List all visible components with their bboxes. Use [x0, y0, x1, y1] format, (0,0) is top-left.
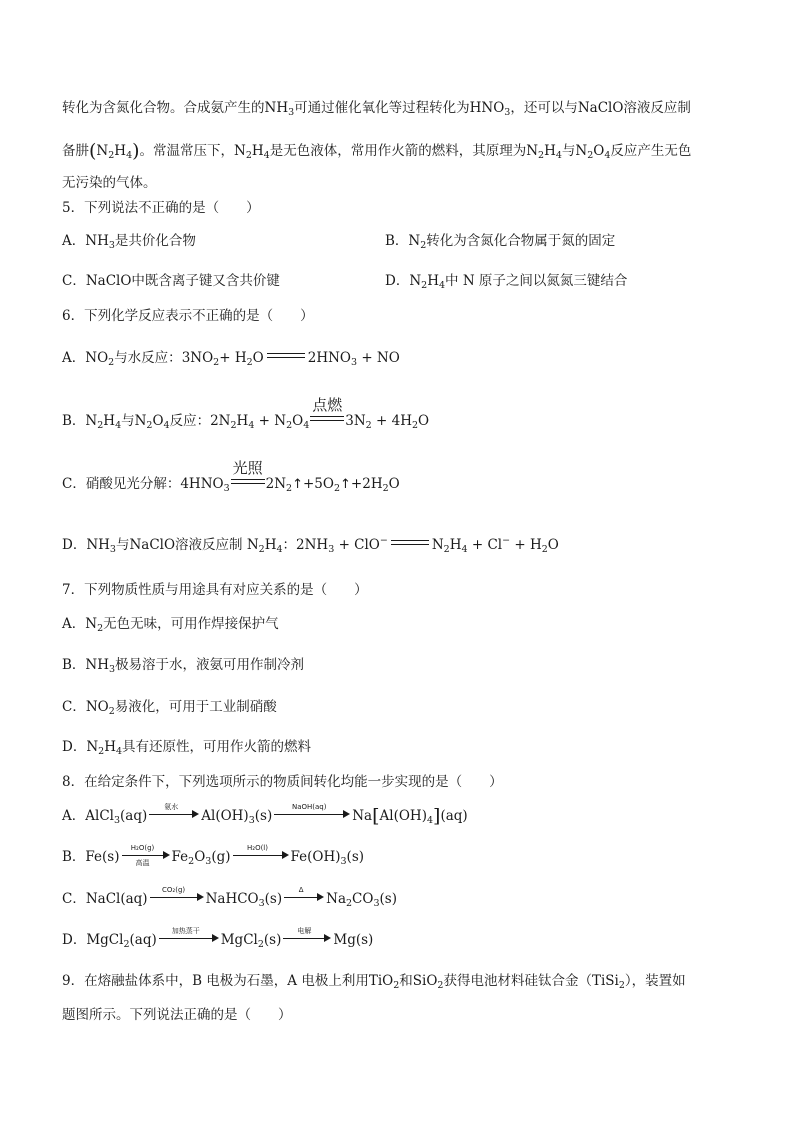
q5-option-b: B．$N_2$转化为含氮化合物属于氮的固定	[385, 233, 616, 251]
q6-stem: 6．下列化学反应表示不正确的是（ ）	[62, 308, 314, 324]
reaction-arrow-icon: NaOH(aq)	[274, 808, 350, 820]
light-equals-sign: 光照	[231, 479, 265, 484]
equals-sign	[391, 540, 429, 545]
q8-stem: 8．在给定条件下，下列选项所示的物质间转化均能一步实现的是（ ）	[62, 774, 503, 790]
intro-line-2: 备肼$(N_2H_4)$。常温常压下，$N_2H_4$是无色液体，常用作火箭的燃料，其原理为$N_2H_4$与$N_2O_4$反应产生无色	[62, 140, 692, 162]
q5-stem: 5．下列说法不正确的是（ ）	[62, 200, 260, 216]
q8-option-d: D．MgCl$_2$(aq) 加热蒸干 MgCl$_2$(s) 电解 Mg(s)	[62, 927, 374, 950]
q8-option-c: C．NaCl(aq) CO₂(g) NaHCO$_3$(s) Δ $Na_2CO_3(s)$	[62, 886, 397, 909]
intro-line-1: 转化为含氮化合物。合成氨产生的$NH_3$可通过催化氧化等过程转化为$HNO_3$，还可以与NaClO溶液反应制	[62, 100, 691, 118]
q6-option-b: B．$N_2H_4$与$N_2O_4$反应：$2N_2H_4 + N_2O_4$ 点燃 $3N_2 + 4H_2O$	[62, 396, 430, 431]
q8-option-a: A．AlCl$_3$(aq) 氨水 $Al(OH)_3(s)$ NaOH(aq) $Na[Al(OH)_4](aq)$	[62, 803, 468, 827]
q7-option-b: B．$NH_3$极易溶于水，液氨可用作制冷剂	[62, 657, 305, 675]
q7-stem: 7．下列物质性质与用途具有对应关系的是（ ）	[62, 582, 368, 598]
reaction-arrow-icon: Δ	[284, 891, 324, 903]
q5-option-d: D．$N_2H_4$中 N 原子之间以氮氮三键结合	[385, 273, 628, 291]
q6-option-a: A．$NO_2$与水反应：$3NO_2+ H_2O$ $2HNO_3$ + NO	[62, 350, 400, 368]
q7-option-a: A．$N_2$无色无味，可用作焊接保护气	[62, 616, 279, 634]
q7-option-d: D．$N_2H_4$具有还原性，可用作火箭的燃料	[62, 739, 312, 757]
q6-option-c: C．硝酸见光分解：$4HNO_3$ 光照 $2N_2↑+5O_2↑+2H_2O$	[62, 459, 400, 494]
reaction-arrow-icon: 加热蒸干	[159, 932, 219, 944]
q8-option-b: B．Fe(s) H₂O(g) 高温 $Fe_2O_3(g)$ H₂O(l) $Fe(OH)_3(s)$	[62, 844, 365, 867]
q6-option-d: D．$NH_3$与NaClO溶液反应制 $N_2H_4$：$2NH_3 + ClO^-$ $N_2H_4 + Cl^- + H_2O$	[62, 535, 559, 555]
gas-up-arrow-icon: ↑	[292, 477, 303, 492]
q5-option-a: A．$NH_3$是共价化合物	[62, 233, 196, 251]
reaction-arrow-icon: CO₂(g)	[150, 891, 204, 903]
q7-option-c: C．$NO_2$易液化，可用于工业制硝酸	[62, 699, 277, 717]
equals-sign	[267, 353, 305, 358]
q9-line-2: 题图所示。下列说法正确的是（ ）	[62, 1007, 292, 1023]
q9-line-1: 9．在熔融盐体系中，B 电极为石墨，A 电极上利用TiO$_2$和SiO$_2$获得电池材料硅钛合金（TiSi$_2$），装置如	[62, 973, 686, 991]
reaction-arrow-icon: H₂O(g) 高温	[122, 849, 170, 861]
q5-option-c: C．NaClO中既含离子键又含共价键	[62, 273, 280, 289]
gas-up-arrow-icon: ↑	[340, 477, 351, 492]
intro-line-3: 无污染的气体。	[62, 175, 157, 191]
reaction-arrow-icon: 电解	[283, 932, 331, 944]
ignite-equals-sign: 点燃	[310, 416, 344, 421]
reaction-arrow-icon: H₂O(l)	[233, 849, 289, 861]
reaction-arrow-icon: 氨水	[149, 808, 199, 820]
